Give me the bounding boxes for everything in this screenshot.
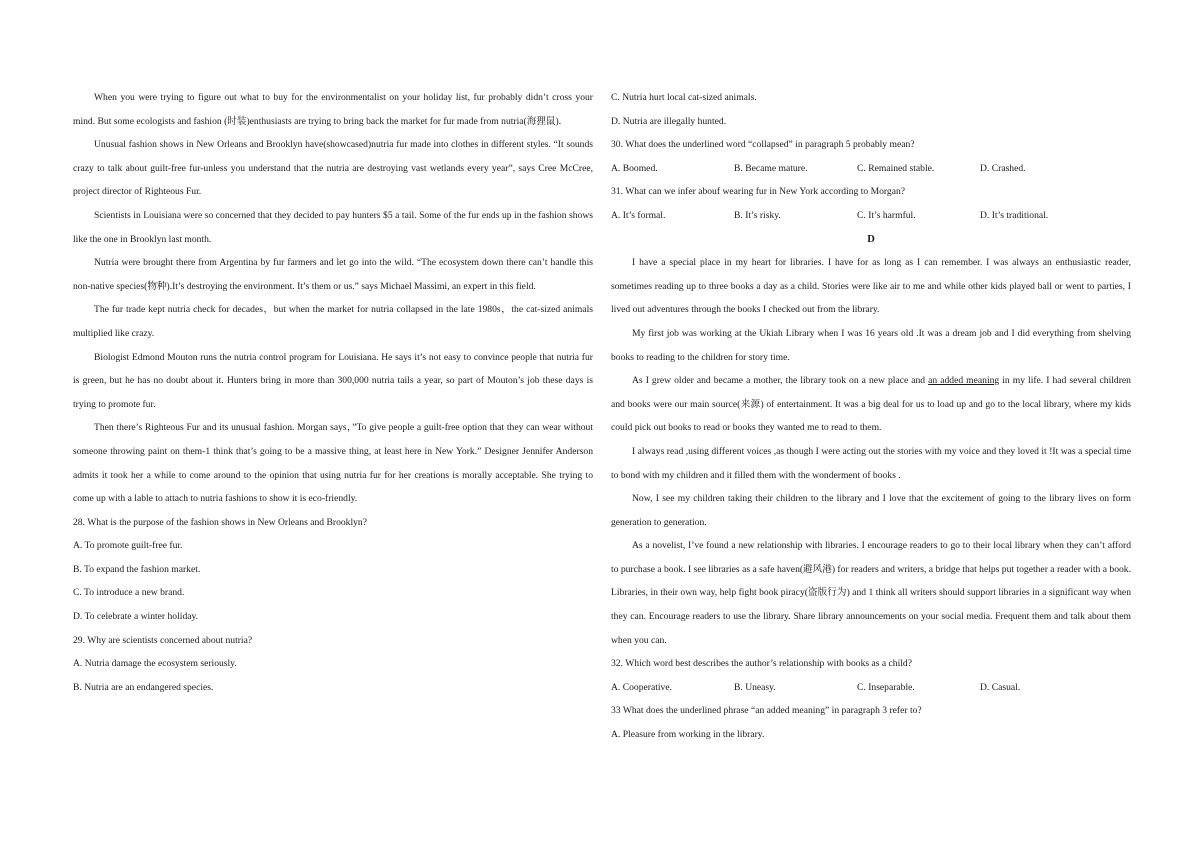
paragraph-3-text-after: in my life. I had several children and books were our main source(来源) of entertainment. It was a big deal for us to load up and go to the local library, where my kids could pick out books to read or books they wanted me to read to them. bbox=[611, 375, 1131, 434]
question-28-option-c: C. To introduce a new brand. bbox=[73, 587, 185, 599]
question-29-option-d: D. Nutria are illegally hunted. bbox=[611, 115, 727, 127]
question-28: 28. What is the purpose of the fashion shows in New Orleans and Brooklyn? bbox=[73, 516, 367, 528]
question-33-option-a: A. Pleasure from working in the library. bbox=[611, 729, 765, 741]
right-column bbox=[611, 86, 1131, 747]
paragraph-3-text-before: As I grew older and became a mother, the library took on a new place and bbox=[632, 375, 929, 387]
question-31: 31. What can we infer abouf wearing fur in New York according to Morgan? bbox=[611, 186, 906, 198]
question-29-option-c: C. Nutria hurt local cat-sized animals. bbox=[611, 92, 757, 103]
question-28-option-b: B. To expand the fashion market. bbox=[73, 563, 201, 575]
question-33: 33 What does the underlined phrase “an added meaning” in paragraph 3 refer to? bbox=[611, 705, 922, 717]
passage-d-paragraph-6: As a novelist, I’ve found a new relationship with libraries. I encourage readers to go to their local library when they can’t afford to purchase a book. I see libraries as a safe haven(避风港) for readers and writers, a bridge that helps put together a reader with a book. Libraries, in their own way, help fight book piracy(盗版行为) and 1 think all writers should support libraries in a significant way when they can. Encourage readers to use the library. Share library announcements on your social media. Frequent them and talk about them when you can. bbox=[611, 540, 1131, 646]
question-28-option-d: D. To celebrate a winter holiday. bbox=[73, 611, 199, 623]
passage-c-paragraph-2: Unusual fashion shows in New Orleans and Brooklyn have(showcased)nutria fur made into clothes in different styles. “It sounds crazy to talk about guilt-free fur-unless you understand that the nutria are destroying vast wetlands every year”, says Cree McCree, project director of Righteous Fur. bbox=[73, 139, 593, 198]
passage-d-paragraph-1: I have a special place in my heart for libraries. I have for as long as I can remember. I was always an enthusiastic reader, sometimes reading up to three books a day as a child. Stories were like air to me and while other kids played ball or went to parties, I lived out adventures through the books I checked out from the library. bbox=[611, 257, 1131, 316]
question-28-option-a: A. To promote guilt-free fur. bbox=[73, 540, 183, 552]
question-32-options bbox=[611, 676, 1131, 700]
question-31-option-b: B. It’s risky. bbox=[734, 209, 781, 221]
question-30-option-b: B. Became mature. bbox=[734, 162, 808, 174]
passage-c-paragraph-4: Nutria were brought there from Argentina by fur farmers and let go into the wild. “The ecosystem down there can’t handle this non-native species(物种).It’s destroying the environment. It’s them or us.” says Michael Massimi, an expert in this field. bbox=[73, 257, 593, 292]
question-30-option-d: D. Crashed. bbox=[980, 162, 1026, 174]
passage-d-paragraph-4: I always read ,using different voices ,as though I were acting out the stories with my voice and they loved it !It was a special time to bond with my children and it filled them with the wonderment of books . bbox=[611, 445, 1131, 481]
question-30: 30. What does the underlined word “collapsed” in paragraph 5 probably mean? bbox=[611, 139, 915, 151]
question-29: 29. Why are scientists concerned about nutria? bbox=[73, 634, 253, 646]
passage-d-paragraph-3 bbox=[611, 369, 1131, 440]
question-31-options bbox=[611, 204, 1131, 228]
left-column bbox=[73, 86, 593, 699]
passage-c-paragraph-6: Biologist Edmond Mouton runs the nutria control program for Louisiana. He says it’s not easy to convince people that nutria fur is green, but he has no doubt about it. Hunters bring in more than 300,000 nutria tails a year, so part of Mouton’s job these days is trying to promote fur. bbox=[73, 351, 593, 410]
section-d-heading: D bbox=[867, 233, 875, 245]
passage-c-paragraph-7: Then there’s Righteous Fur and its unusual fashion. Morgan says，”To give people a guilt-free option that they can wear without someone throwing paint on them-1 think that’s going to be a massive thing, at least here in New York.” Designer Jennifer Anderson admits it took her a while to come around to the opinion that using nutria fur for her creations is morally acceptable. She trying to come up with a lable to attach to nutria fashions to show it is eco-friendly. bbox=[73, 422, 593, 505]
question-31-option-c: C. It’s harmful. bbox=[857, 209, 916, 221]
underlined-phrase: an added meaning bbox=[928, 375, 1000, 387]
question-32-option-d: D. Casual. bbox=[980, 681, 1021, 693]
question-31-option-d: D. It’s traditional. bbox=[980, 209, 1049, 221]
question-30-option-a: A. Boomed. bbox=[611, 162, 658, 174]
passage-c-paragraph-5: The fur trade kept nutria check for decades，but when the market for nutria collapsed in the late 1980s，the cat-sized animals multiplied like crazy. bbox=[73, 304, 593, 339]
question-29-option-b: B. Nutria are an endangered species. bbox=[73, 681, 214, 693]
question-30-option-c: C. Remained stable. bbox=[857, 162, 935, 174]
question-32-option-c: C. Inseparable. bbox=[857, 681, 915, 693]
question-32-option-b: B. Uneasy. bbox=[734, 681, 776, 693]
passage-d-paragraph-2: My first job was working at the Ukiah Library when I was 16 years old .It was a dream job and I did everything from shelving books to reading to the children for story time. bbox=[611, 327, 1131, 363]
question-32-option-a: A. Cooperative. bbox=[611, 681, 673, 693]
passage-c-paragraph-3: Scientists in Louisiana were so concerned that they decided to pay hunters $5 a tail. Some of the fur ends up in the fashion shows like the one in Brooklyn last month. bbox=[73, 209, 593, 245]
passage-d-paragraph-5: Now, I see my children taking their children to the library and I love that the excitement of going to the library lives on form generation to generation. bbox=[611, 493, 1131, 528]
question-32: 32. Which word best describes the author’s relationship with books as a child? bbox=[611, 658, 912, 670]
question-31-option-a: A. It’s formal. bbox=[611, 209, 666, 221]
passage-c-paragraph-1: When you were trying to figure out what to buy for the environmentalist on your holiday list, fur probably didn’t cross your mind. But some ecologists and fashion (时装)enthusiasts are trying to bring back the market for fur made from nutria(海狸鼠). bbox=[73, 92, 593, 127]
question-29-option-a: A. Nutria damage the ecosystem seriously. bbox=[73, 658, 237, 670]
question-30-options bbox=[611, 157, 1131, 181]
